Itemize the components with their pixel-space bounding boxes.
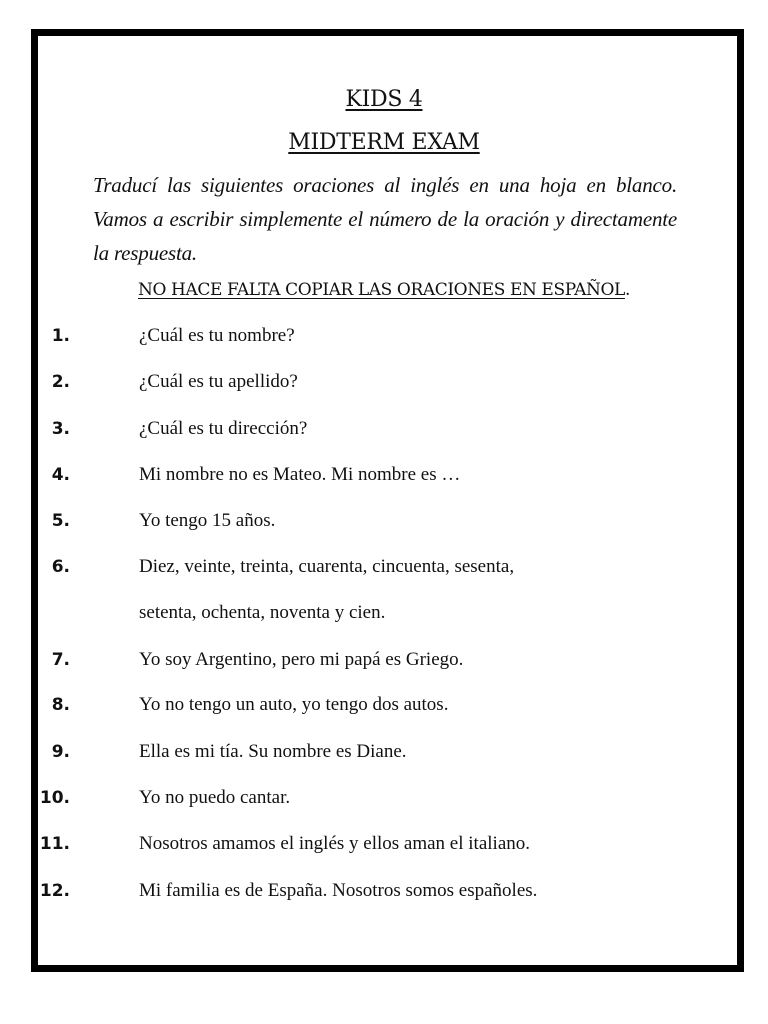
question-text: Nosotros amamos el inglés y ellos aman el italiano. bbox=[139, 833, 531, 854]
question-item bbox=[0, 414, 700, 444]
question-item bbox=[0, 737, 700, 767]
question-number: 7. bbox=[51, 650, 70, 670]
question-text: ¿Cuál es tu nombre? bbox=[139, 325, 295, 346]
question-text: ¿Cuál es tu dirección? bbox=[139, 418, 308, 439]
question-text: Diez, veinte, treinta, cuarenta, cincuenta, sesenta, bbox=[139, 556, 515, 577]
question-number: 1. bbox=[51, 326, 70, 346]
question-number: 11. bbox=[39, 834, 70, 854]
question-number: 2. bbox=[51, 372, 70, 392]
question-text: Mi nombre no es Mateo. Mi nombre es … bbox=[139, 464, 461, 485]
question-text-continuation: setenta, ochenta, noventa y cien. bbox=[139, 602, 386, 623]
exam-title: MIDTERM EXAM bbox=[288, 130, 480, 155]
question-number: 4. bbox=[51, 465, 70, 485]
exam-level-title: KIDS 4 bbox=[345, 87, 423, 112]
question-text: ¿Cuál es tu apellido? bbox=[139, 371, 298, 392]
question-item bbox=[0, 552, 700, 623]
question-text: Yo no tengo un auto, yo tengo dos autos. bbox=[139, 694, 449, 715]
question-text: Mi familia es de España. Nosotros somos españoles. bbox=[139, 880, 538, 901]
question-item bbox=[0, 460, 700, 490]
question-number: 8. bbox=[51, 695, 70, 715]
notice-text: NO HACE FALTA COPIAR LAS ORACIONES EN ESPAÑOL bbox=[138, 280, 625, 300]
question-item bbox=[0, 321, 700, 351]
question-item bbox=[0, 367, 700, 397]
question-item bbox=[0, 645, 700, 675]
question-text: Yo soy Argentino, pero mi papá es Griego. bbox=[139, 649, 464, 670]
question-number: 9. bbox=[51, 742, 70, 762]
question-text: Yo no puedo cantar. bbox=[139, 787, 291, 808]
question-text: Ella es mi tía. Su nombre es Diane. bbox=[139, 741, 407, 762]
question-item bbox=[0, 876, 700, 906]
notice-suffix: . bbox=[624, 280, 630, 300]
question-item bbox=[0, 506, 700, 536]
notice-line bbox=[0, 280, 768, 300]
question-number: 10. bbox=[39, 788, 70, 808]
question-text: Yo tengo 15 años. bbox=[139, 510, 276, 531]
question-number: 6. bbox=[51, 557, 70, 577]
question-number: 5. bbox=[51, 511, 70, 531]
question-item bbox=[0, 690, 700, 720]
question-item bbox=[0, 829, 700, 859]
question-item bbox=[0, 783, 700, 813]
instructions-paragraph: Traducí las siguientes oraciones al inglés en una hoja en blanco. Vamos a escribir simplemente el número de la oración y directamente la respuesta. bbox=[93, 173, 677, 265]
question-number: 3. bbox=[51, 419, 70, 439]
question-number: 12. bbox=[39, 881, 70, 901]
